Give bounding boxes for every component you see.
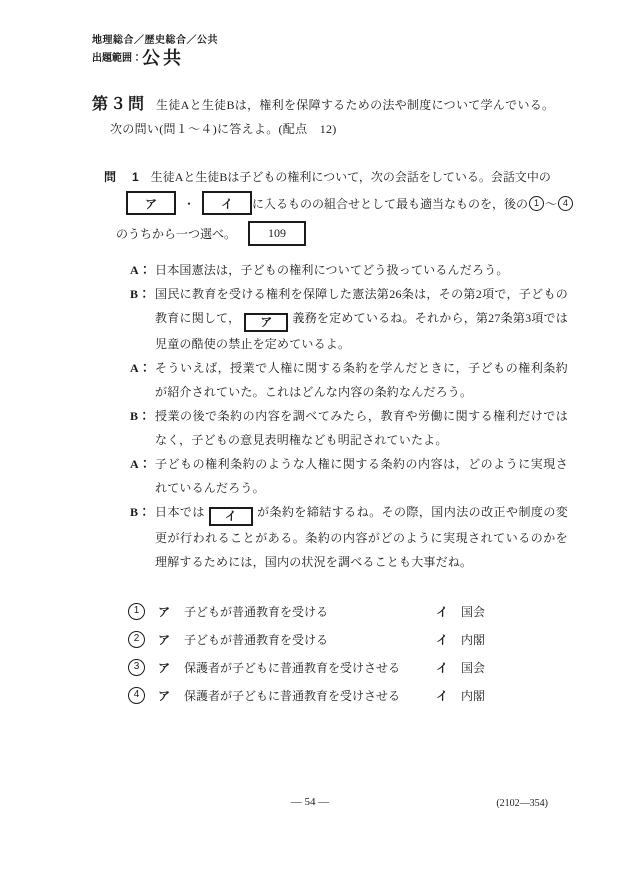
question-1-intro-rest: に入るものの組合せとして最も適当なものを，後の <box>252 196 529 211</box>
dialogue-line-a2 <box>130 356 568 404</box>
dialogue-text-post: が条約を締結するね。その際，国内法の改正や制度の変更が行われることがある。条約の内容がどのように実現されているのかを理解するためには，国内の状況を調べることも大事だね。 <box>155 505 568 569</box>
dialogue-line-a3 <box>130 452 568 500</box>
exam-scope <box>92 49 184 67</box>
speaker-label: A： <box>130 361 152 375</box>
section-lead-line2: 次の問い(問１～４)に答えよ。(配点 12) <box>110 122 337 136</box>
dialogue-text: 子どもの権利条約のような人権に関する条約の内容は，どのように実現されているんだろう。 <box>155 457 568 495</box>
option-i-label: イ <box>436 660 449 675</box>
option-i-text: 国会 <box>461 660 486 675</box>
dialogue-text: 授業の後で条約の内容を調べてみたら，教育や労働に関する権利だけではなく，子どもの意見表明権なども明記されていたよ。 <box>155 409 568 447</box>
circled-number-2: 2 <box>128 631 145 648</box>
page-number: — 54 — <box>290 796 330 808</box>
question-1-line-1 <box>104 168 574 185</box>
blank-box-i: イ <box>202 191 252 215</box>
question-1-intro-text: 生徒Aと生徒Bは子どもの権利について，次の会話をしている。会話文中の <box>150 170 551 184</box>
option-i-label: イ <box>436 632 449 647</box>
dialogue-text <box>155 282 568 356</box>
speaker-label: B： <box>130 409 151 423</box>
option-a-label: ア <box>158 688 171 703</box>
speaker-label: B： <box>130 505 151 519</box>
blank-box-i-inline: イ <box>209 507 253 526</box>
option-i-label: イ <box>436 688 449 703</box>
dialogue-text: そういえば，授業で人権に関する条約を学んだときに，子どもの権利条約が紹介されていた。これはどんな内容の条約なんだろう。 <box>155 361 568 399</box>
scope-value: 公共 <box>142 48 184 68</box>
question-1-line-2 <box>126 191 574 215</box>
option-a-label: ア <box>158 604 171 619</box>
subject-list: 地理総合／歴史総合／公共 <box>92 35 218 46</box>
dialogue-line-b1 <box>130 282 568 356</box>
answer-number-box: 109 <box>248 221 306 246</box>
dialogue-text-post: 義務を定めているね。それから，第27条第3項では児童の酷使の禁止を定めているよ。 <box>155 311 568 351</box>
circled-number-4: 4 <box>128 687 145 704</box>
circled-number-range-end: 4 <box>558 196 573 211</box>
option-1 <box>128 597 485 625</box>
section-heading <box>92 91 554 114</box>
speaker-label: A： <box>130 263 152 277</box>
option-i-text: 国会 <box>461 604 486 619</box>
section-number: 第３問 <box>92 96 147 113</box>
circled-number-3: 3 <box>128 659 145 676</box>
option-a-label: ア <box>158 632 171 647</box>
speaker-label: B： <box>130 287 151 301</box>
option-a-text: 子どもが普通教育を受ける <box>184 604 329 619</box>
question-1-choose-text: のうちから一つ選べ。 <box>116 227 237 241</box>
blank-box-a-inline: ア <box>244 313 288 332</box>
option-3 <box>128 653 485 681</box>
dialogue-text-pre: 国民に教育を受ける権利を保障した憲法第26条は，その第2項で，子どもの教育に関して， <box>155 287 568 325</box>
circled-number-1: 1 <box>128 603 145 620</box>
option-i-label: イ <box>436 604 449 619</box>
dialogue-text-pre: 日本では <box>155 505 205 519</box>
option-a-label: ア <box>158 660 171 675</box>
option-list <box>128 597 485 709</box>
option-a-text: 保護者が子どもに普通教育を受けさせる <box>184 660 401 675</box>
dialogue-line-b3 <box>130 500 568 574</box>
question-1-line-3 <box>116 221 574 246</box>
dialogue-text: 日本国憲法は，子どもの権利についてどう扱っているんだろう。 <box>155 263 509 277</box>
option-2 <box>128 625 485 653</box>
dialogue-line-b2 <box>130 404 568 452</box>
option-i-text: 内閣 <box>461 632 486 647</box>
blank-box-a: ア <box>126 191 176 215</box>
dialogue-line-a1 <box>130 258 568 282</box>
question-1-label: 問 1 <box>104 170 141 184</box>
option-i-text: 内閣 <box>461 688 486 703</box>
dialogue-block <box>130 258 568 574</box>
box-separator: ・ <box>183 196 196 211</box>
circled-number-range-start: 1 <box>529 196 544 211</box>
option-a-text: 子どもが普通教育を受ける <box>184 632 329 647</box>
section-lead-line1: 生徒Aと生徒Bは，権利を保障するための法や制度について学んでいる。 <box>156 98 555 112</box>
speaker-label: A： <box>130 457 152 471</box>
question-1 <box>104 168 574 246</box>
range-tilde: ～ <box>545 196 558 211</box>
scope-label: 出題範囲： <box>92 53 142 64</box>
dialogue-text <box>155 500 568 574</box>
option-4 <box>128 681 485 709</box>
document-code: (2102—354) <box>496 798 548 809</box>
option-a-text: 保護者が子どもに普通教育を受けさせる <box>184 688 401 703</box>
